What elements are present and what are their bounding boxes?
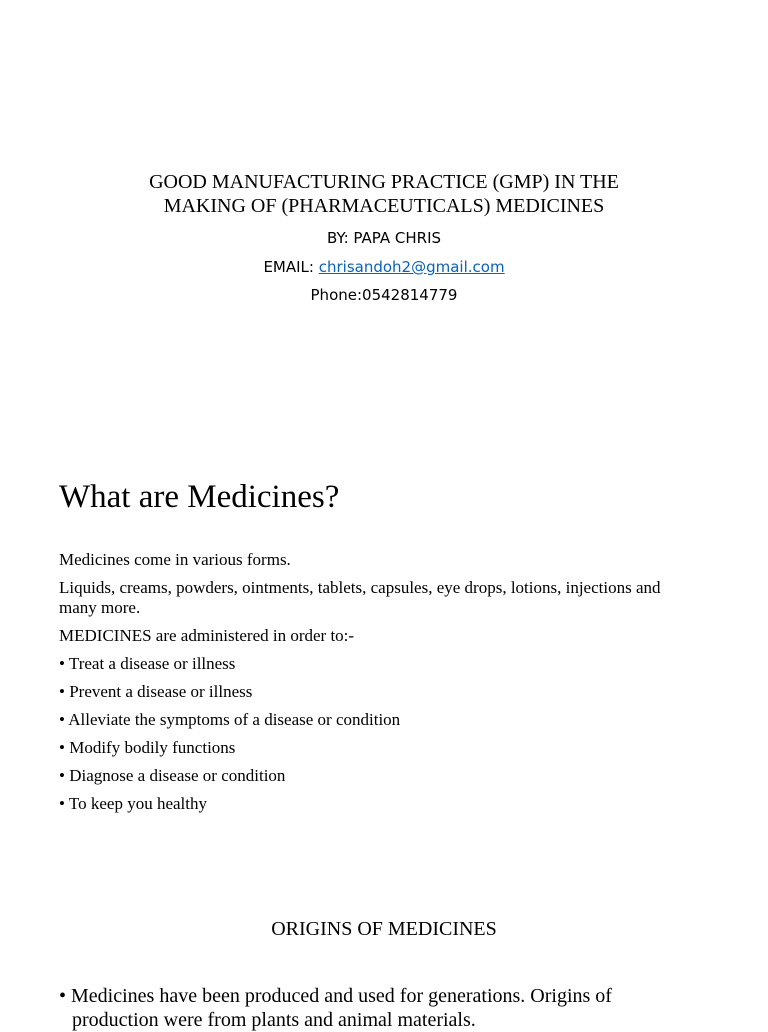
list-item: • Medicines have been produced and used for generations. Origins of production were from plants and animal materials.: [59, 984, 699, 1032]
phone-line: Phone:0542814779: [310, 286, 458, 304]
paragraph: MEDICINES are administered in order to:-: [59, 626, 355, 645]
paragraph: Medicines come in various forms.: [59, 550, 291, 569]
list-item: • Prevent a disease or illness: [59, 682, 699, 702]
list-item: • Modify bodily functions: [59, 738, 699, 758]
purpose-list: [59, 654, 699, 814]
title-line-1: GOOD MANUFACTURING PRACTICE (GMP) IN THE: [149, 171, 619, 193]
author-line: BY: PAPA CHRIS: [326, 229, 442, 247]
section-heading-origins: ORIGINS OF MEDICINES: [271, 918, 497, 940]
list-item: • Alleviate the symptoms of a disease or condition: [59, 710, 699, 730]
email-line: [0, 258, 768, 276]
section-heading-medicines: What are Medicines?: [59, 479, 340, 515]
email-label: EMAIL:: [263, 258, 319, 276]
origins-list: [59, 984, 699, 1032]
email-link[interactable]: chrisandoh2@gmail.com: [318, 258, 505, 276]
title-line-2: MAKING OF (PHARMACEUTICALS) MEDICINES: [163, 195, 605, 217]
document-title: [0, 170, 768, 218]
list-item: • To keep you healthy: [59, 794, 699, 814]
list-item: • Diagnose a disease or condition: [59, 766, 699, 786]
paragraph: Liquids, creams, powders, ointments, tablets, capsules, eye drops, lotions, injections and many more.: [59, 578, 661, 617]
list-item: • Treat a disease or illness: [59, 654, 699, 674]
medicines-body: [59, 550, 699, 822]
origins-body: [59, 984, 699, 1032]
